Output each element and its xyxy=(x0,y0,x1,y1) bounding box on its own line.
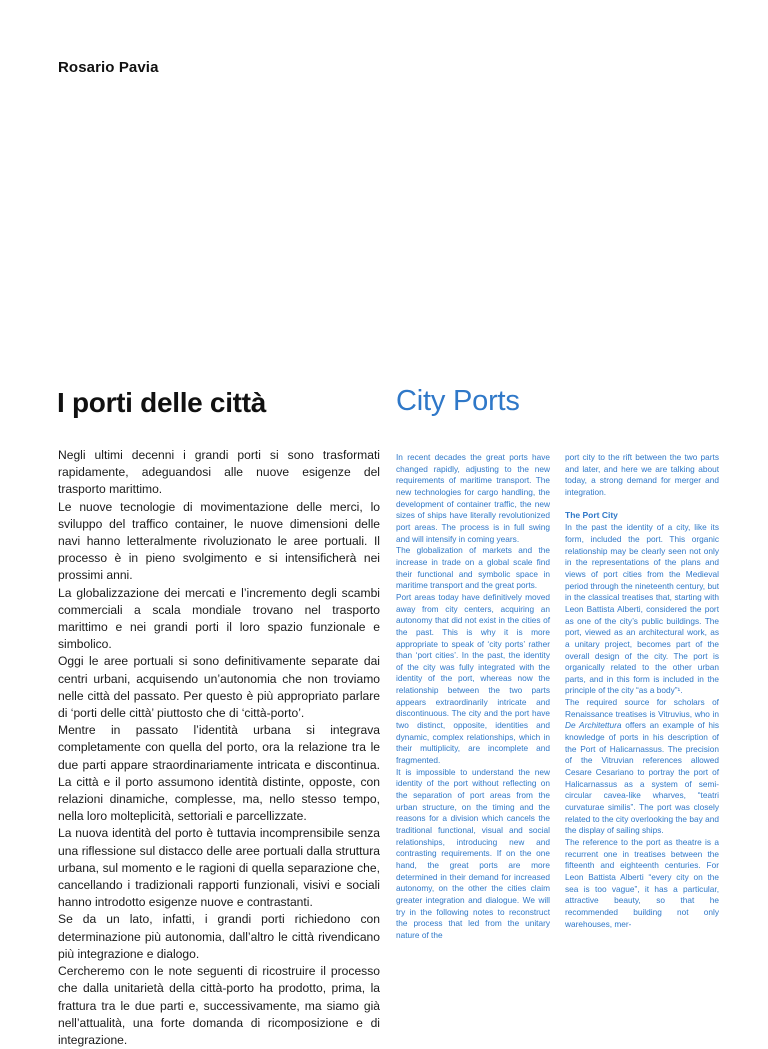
italian-paragraph: Cercheremo con le note seguenti di ricostruire il processo che dalla unitarietà della città-porto ha prodotto, prima, la frattura tra le due parti e, successivamente, ma siamo già nell’attualità, una forte domanda di ricomposizione e di integrazione. xyxy=(58,964,380,1047)
english-paragraph: Port areas today have definitively moved away from city centers, acquiring an autonomy that did not exist in the cities of the past. This is why it is more appropriate to speak of ‘city ports’ rather than ‘port cities’. In the past, the identity of the city was fully integrated with the identity of the port, whereas now the relationship between the two parts appears extraordinarily intricate and discontinuous. The city and the port have two distinct, opposite, identities and dynamic, complex relationships, which in their multiplicity, are incomplete and fragmented. xyxy=(396,591,550,766)
english-column-2 xyxy=(565,452,719,930)
english-paragraph xyxy=(565,697,719,837)
english-paragraph: In recent decades the great ports have changed rapidly, adjusting to the new requirements of maritime transport. The new technologies for cargo handling, the development of container traffic, the new sizes of ships have literally revolutionized port areas. The process is in full swing and will intensify in coming years. xyxy=(396,452,550,544)
english-paragraph: port city to the rift between the two parts and later, and here we are talking about today, a strong demand for merger and integration. xyxy=(565,452,719,497)
english-paragraph: The globalization of markets and the increase in trade on a global scale find their functional and symbolic space in maritime transport and the great ports. xyxy=(396,545,550,591)
italian-paragraph: La globalizzazione dei mercati e l’incremento degli scambi commerciali a scala mondiale trovano nel trasporto marittimo e nei grandi porti il loro spazio funzionale e simbolico. xyxy=(58,585,380,652)
italian-body xyxy=(58,447,380,1049)
italian-title: I porti delle città xyxy=(57,387,267,418)
english-paragraph: The reference to the port as theatre is a recurrent one in treatises between the fifteenth and eighteenth centuries. For Leon Battista Alberti “every city on the sea is too vague”, it has a particular, attractive beauty, so that he recommended building not only warehouses, mer- xyxy=(565,837,719,929)
italian-paragraph: Oggi le aree portuali si sono definitivamente separate dai centri urbani, acquisendo un’autonomia che non troviamo nelle città del passato. Per questo è più appropriato parlare di ‘porti delle città’ piuttosto che di ‘città-porto’. xyxy=(58,654,380,721)
section-heading: The Port City xyxy=(565,509,618,520)
italian-paragraph: Negli ultimi decenni i grandi porti si sono trasformati rapidamente, adeguandosi alle nuove esigenze del trasporto marittimo. xyxy=(58,448,380,497)
italian-paragraph: Se da un lato, infatti, i grandi porti richiedono con determinazione più autonomia, dall’altro le città rivendicano più integrazione e dialogo. xyxy=(58,912,380,961)
english-column-1 xyxy=(396,452,550,942)
text-span: offers an example of his knowledge of ports in his description of the Port of Halicarnassus. The precision of the Vitruvian references allowed Cesare Cesariano to portray the port of Halicarnassus as a system of semi-circular cavea-like wharves, “teatri curvaturae similis”. The port was closely related to the city overlooking the bay and the display of sailing ships. xyxy=(565,720,719,836)
english-paragraph: In the past the identity of a city, like its form, included the port. This organic relationship may be clearly seen not only in the representations of the plans and views of port cities from the Medieval period through the nineteenth century, but in the classical treatises that, starting with Leon Battista Alberti, considered the port as one of the city’s public buildings. The port, viewed as an architectural work, as a unitary project, becomes part of the overall design of the city. The port is organically related to the other urban parts, and in this form is included in the principle of the city “as a body”¹. xyxy=(565,522,719,696)
italian-paragraph: Mentre in passato l’identità urbana si integrava completamente con quella del porto, ora la relazione tra le due parti appare straordinariamente intricata e discontinua. La città e il porto assumono identità distinte, opposte, con relazioni dinamiche, complesse, ma, nello stesso tempo, nella loro molteplicità, settoriali e parcellizzate. xyxy=(58,723,380,824)
text-span: The required source for scholars of Renaissance treatises is Vitruvius, who in xyxy=(565,697,719,719)
italian-paragraph: La nuova identità del porto è tuttavia incomprensibile senza una riflessione sul distacco delle aree portuali dalla struttura urbana, sul momento e le ragioni di quella separazione che, cancellando i tradizionali rapporti funzionali, visivi e sociali hanno introdotto esigenze nuove e contrastanti. xyxy=(58,826,380,910)
italian-paragraph: Le nuove tecnologie di movimentazione delle merci, lo sviluppo del traffico container, le nuove dimensioni delle navi hanno letteralmente rivoluzionato le aree portuali. Il processo è in pieno svolgimento e si intensificherà nei prossimi anni. xyxy=(58,499,380,583)
english-title: City Ports xyxy=(396,385,520,417)
english-paragraph: It is impossible to understand the new identity of the port without reflecting on the separation of port areas from the urban structure, on the timing and the reasons for a division which cancels the traditional functional, visual and social relationships, introducing new and contrasting requirements. If on the one hand, the great ports are more determined in their demand for increased autonomy, on the other the cities claim greater integration and dialogue. We will try in the following notes to reconstruct the process that led from the unitary nature of the xyxy=(396,766,550,940)
author-name: Rosario Pavia xyxy=(58,59,159,76)
italic-book-title: De Architettura xyxy=(565,720,622,731)
